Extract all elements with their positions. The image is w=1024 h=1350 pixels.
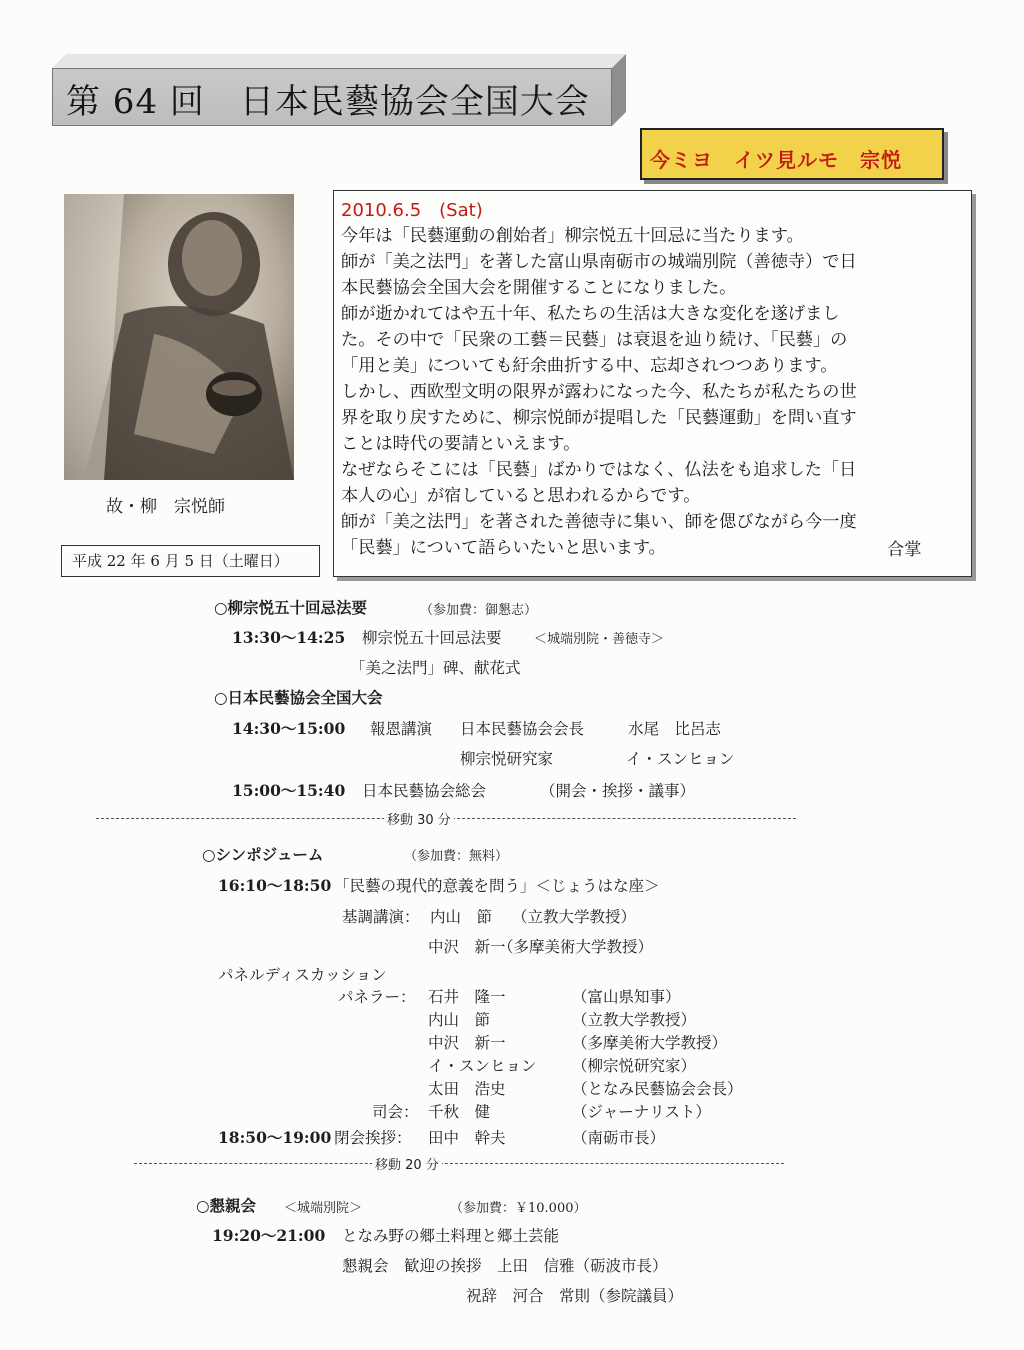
- convention-time2: 15:00〜15:40: [232, 781, 346, 800]
- keynote1-aff: （立教大学教授）: [512, 908, 637, 926]
- message-line: 師が逝かれてはや五十年、私たちの生活は大きな変化を遂げまし: [341, 304, 840, 324]
- section-memorial-fee: （参加費：御懇志）: [420, 603, 538, 618]
- move-time-label: 移動 30 分: [384, 809, 454, 828]
- reception-fee: （参加費：￥10.000）: [450, 1201, 587, 1216]
- reception-time: 19:20〜21:00: [212, 1226, 326, 1245]
- memorial-item: 柳宗悦五十回忌法要: [362, 629, 502, 647]
- panelist-name: 中沢 新一: [428, 1034, 506, 1052]
- section-reception-heading: ○懇親会: [196, 1196, 257, 1215]
- panelist-label: パネラー：: [338, 988, 416, 1006]
- section-memorial-heading: ○柳宗悦五十回忌法要: [214, 598, 368, 617]
- message-line: 「用と美」についても紆余曲折する中、忘却されつつあります。: [341, 356, 838, 376]
- message-line: ことは時代の要請といえます。: [341, 434, 581, 454]
- symposium-title: 「民藝の現代的意義を問う」＜じょうはな座＞: [334, 877, 660, 895]
- section-symposium-fee: （参加費：無料）: [404, 849, 509, 864]
- separator-line: [134, 1163, 784, 1164]
- mc-label: 司会：: [372, 1103, 419, 1121]
- move-time-label: 移動 20 分: [372, 1154, 442, 1173]
- calligraphy-tag-text: 今ミヨ イツ見ルモ 宗悦: [650, 148, 902, 172]
- closing-time: 18:50〜19:00: [218, 1128, 332, 1147]
- section-convention-heading: ○日本民藝協会全国大会: [214, 688, 383, 707]
- memorial-time: 13:30〜14:25: [232, 628, 346, 647]
- keynote2-name: 中沢 新一: [428, 938, 506, 956]
- message-line: 今年は「民藝運動の創始者」柳宗悦五十回忌に当たります。: [341, 226, 804, 246]
- reception-place: ＜城端別院＞: [284, 1201, 363, 1216]
- message-line: 本人の心」が宿していると思われるからです。: [341, 486, 701, 506]
- panelist-aff: （立教大学教授）: [572, 1011, 697, 1029]
- panelist-name: 石井 隆一: [428, 988, 506, 1006]
- closing-name: 田中 幹夫: [428, 1129, 506, 1147]
- panel-heading: パネルディスカッション: [218, 966, 387, 984]
- speaker1-role: 日本民藝協会会長: [460, 720, 585, 738]
- reception-welcome: 懇親会 歓迎の挨拶 上田 信雅（砺波市長）: [342, 1257, 668, 1275]
- convention-item2-note: （開会・挨拶・議事）: [540, 782, 696, 800]
- message-closing: 合掌: [887, 540, 922, 560]
- closing-label: 閉会挨拶：: [334, 1129, 412, 1147]
- keynote-label: 基調講演：: [342, 908, 420, 926]
- convention-item2: 日本民藝協会総会: [362, 782, 487, 800]
- message-line: 界を取り戻すために、柳宗悦師が提唱した「民藝運動」を問い直す: [341, 408, 857, 428]
- memorial-item2: 「美之法門」碑、献花式: [350, 659, 521, 677]
- page-title: 第 64 回 日本民藝協会全国大会: [66, 82, 590, 122]
- portrait-photo: [64, 194, 294, 480]
- message-line: た。その中で「民衆の工藝＝民藝」は衰退を辿り続け、「民藝」の: [341, 330, 848, 350]
- keynote1-name: 内山 節: [430, 908, 493, 926]
- panelist-aff: （となみ民藝協会会長）: [572, 1080, 743, 1098]
- mc-aff: （ジャーナリスト）: [572, 1103, 711, 1121]
- mc-name: 千秋 健: [428, 1103, 491, 1121]
- panelist-name: イ・スンヒョン: [428, 1057, 537, 1075]
- section-symposium-heading: ○シンポジューム: [202, 845, 324, 864]
- memorial-place: ＜城端別院・善徳寺＞: [534, 632, 665, 647]
- message-line: なぜならそこには「民藝」ばかりではなく、仏法をも追求した「日: [341, 460, 857, 480]
- panelist-name: 内山 節: [428, 1011, 491, 1029]
- panelist-aff: （富山県知事）: [572, 988, 681, 1006]
- closing-aff: （南砺市長）: [572, 1129, 666, 1147]
- message-line: 本民藝協会全国大会を開催することになりました。: [341, 278, 737, 298]
- keynote2-aff: （多摩美術大学教授）: [498, 938, 654, 956]
- convention-item1: 報恩講演: [370, 720, 433, 738]
- convention-time1: 14:30〜15:00: [232, 719, 346, 738]
- speaker2-role: 柳宗悦研究家: [460, 750, 554, 768]
- message-line: 師が「美之法門」を著された善徳寺に集い、師を偲びながら今一度: [341, 512, 857, 532]
- panelist-aff: （多摩美術大学教授）: [572, 1034, 728, 1052]
- symposium-time: 16:10〜18:50: [218, 876, 332, 895]
- message-line: 「民藝」について語らいたいと思います。: [341, 538, 666, 558]
- panelist-aff: （柳宗悦研究家）: [572, 1057, 697, 1075]
- reception-congrats: 祝辞 河合 常則（参院議員）: [466, 1287, 684, 1305]
- event-date-jp: 平成 22 年 6 月 5 日（土曜日）: [72, 552, 289, 570]
- message-line: 師が「美之法門」を著した富山県南砺市の城端別院（善徳寺）で日: [341, 252, 857, 272]
- panelist-name: 太田 浩史: [428, 1080, 506, 1098]
- photo-caption: 故・柳 宗悦師: [106, 497, 225, 517]
- speaker1-name: 水尾 比呂志: [628, 720, 722, 738]
- speaker2-name: イ・スンヒョン: [626, 750, 735, 768]
- message-date: 2010.6.5 (Sat): [341, 200, 483, 221]
- reception-item: となみ野の郷土料理と郷土芸能: [342, 1227, 560, 1245]
- message-line: しかし、西欧型文明の限界が露わになった今、私たちが私たちの世: [341, 382, 857, 402]
